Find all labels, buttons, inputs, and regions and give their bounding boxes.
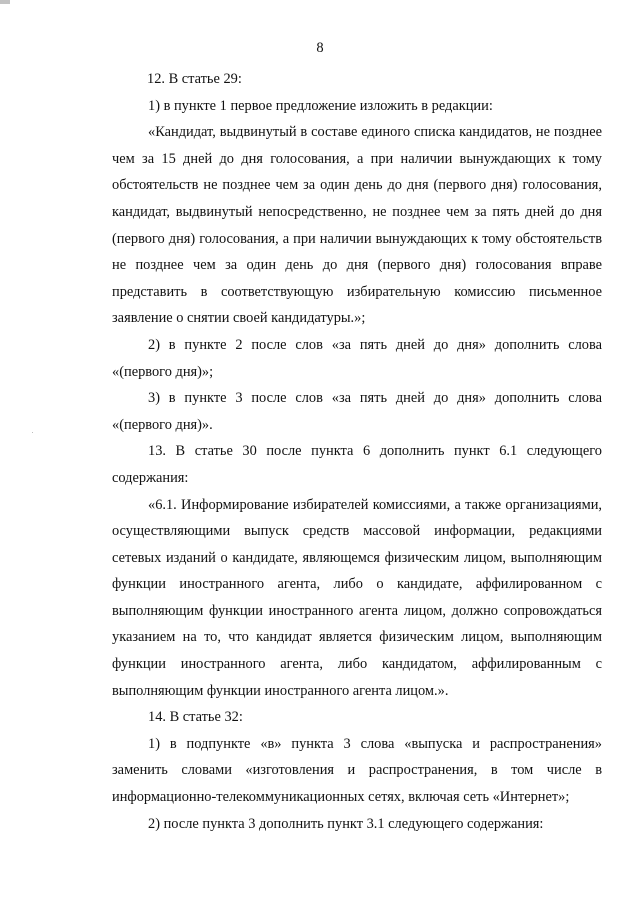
- paragraph-article-30-heading: 13. В статье 30 после пункта 6 дополнить пункт 6.1 следующего содержания:: [112, 443, 602, 486]
- page-number: 8: [316, 40, 324, 56]
- paragraph-item-3-1: 2) после пункта 3 дополнить пункт 3.1 следующего содержания:: [148, 815, 544, 832]
- scan-speck: [32, 432, 33, 433]
- paragraph-6-1-text: «6.1. Информирование избирателей комиссиями, а также организациями, осуществляющими выпуск средств массовой информации, редакциями сетевых изданий о кандидате, являющемся физическим лицом, выполняющим функции иностранного агента, либо о кандидате, аффилированном с выполняющим функции иностранного агента лицом, должно сопровождаться указанием на то, что кандидат является физическим лицом, выполняющим функции иностранного агента, либо кандидатом, аффилированным с выполняющим функции иностранного агента лицом.».: [112, 496, 602, 699]
- paragraph-subitem-v: 1) в подпункте «в» пункта 3 слова «выпуска и распространения» заменить словами «изготовления и распространения, в том числе в информационно-телекоммуникационных сетях, включая сеть «Интернет»;: [112, 735, 602, 806]
- document-body: [112, 66, 602, 837]
- paragraph-article-32-heading: 14. В статье 32:: [148, 709, 243, 726]
- paragraph-item-1: 1) в пункте 1 первое предложение изложить в редакции:: [148, 97, 493, 114]
- scan-artifact: [0, 0, 10, 4]
- paragraph-article-29-heading: 12. В статье 29:: [147, 71, 242, 87]
- paragraph-item-3: 3) в пункте 3 после слов «за пять дней до дня» дополнить слова «(первого дня)».: [112, 390, 602, 433]
- paragraph-item-2: 2) в пункте 2 после слов «за пять дней до дня» дополнить слова «(первого дня)»;: [112, 336, 602, 380]
- paragraph-quoted-text: «Кандидат, выдвинутый в составе единого списка кандидатов, не позднее чем за 15 дней до дня голосования, а при наличии вынуждающих к тому обстоятельств не позднее чем за один день до дня (первого дня) голосования, кандидат, выдвинутый непосредственно, не позднее чем за пять дней до дня (первого дня) голосования, а при наличии вынуждающих к тому обстоятельств не позднее чем за один день до дня (первого дня) голосования вправе представить в соответствующую избирательную комиссию письменное заявление о снятии своей кандидатуры.»;: [112, 124, 602, 327]
